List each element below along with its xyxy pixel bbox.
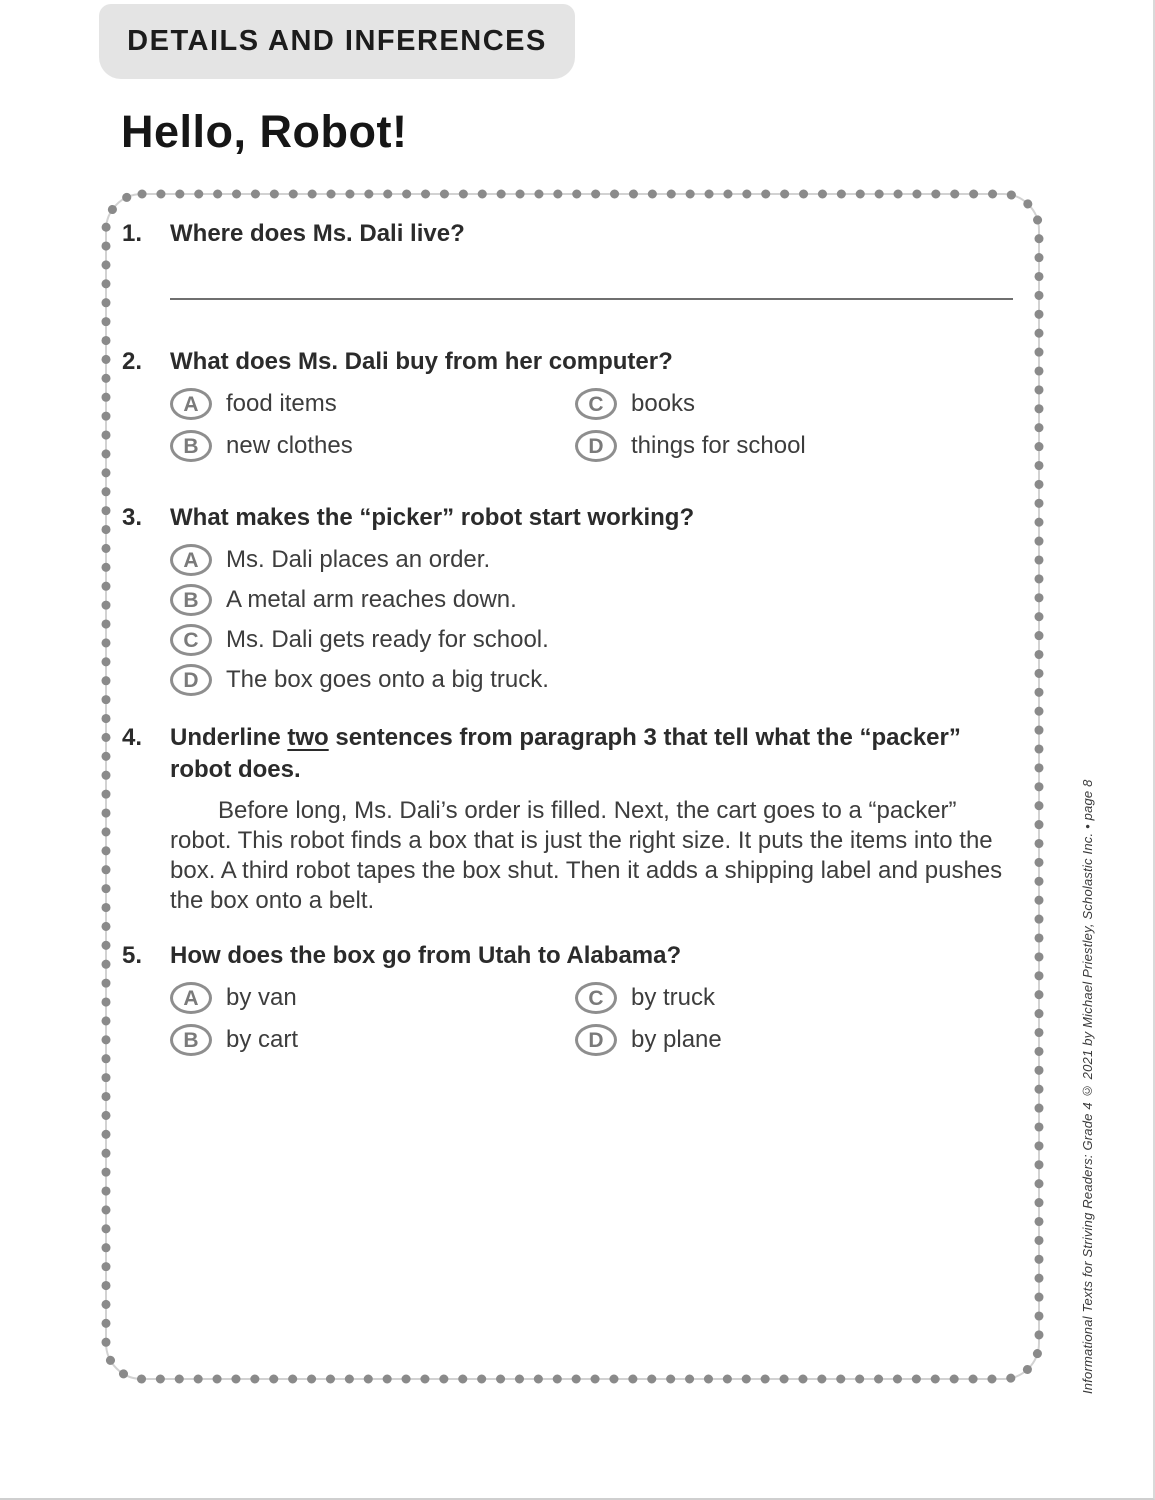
passage-paragraph-3[interactable]: Before long, Ms. Dali’s order is filled. Next, the cart goes to a “packer” robot. This robot finds a box that is just the right size. It puts the items into the box. A third robot tapes the box shut. Then it adds a shipping label and pushes the box onto a belt.: [170, 797, 1003, 914]
question-4-prompt: [170, 722, 1013, 786]
option-letter: C: [183, 628, 199, 652]
page-title: Hello, Robot!: [121, 106, 408, 157]
question-1: [122, 218, 1013, 300]
option-d[interactable]: [575, 430, 1013, 462]
option-bubble-d[interactable]: [575, 1024, 617, 1056]
question-5-number: 5.: [122, 942, 143, 969]
question-1-prompt: Where does Ms. Dali live?: [170, 220, 465, 247]
option-letter: D: [588, 434, 604, 458]
prompt-text: sentences from paragraph 3 that tell what the “packer” robot does.: [170, 724, 961, 783]
option-letter: D: [183, 668, 199, 692]
option-d[interactable]: [575, 1024, 1013, 1056]
prompt-text: Underline: [170, 724, 288, 751]
option-text: by van: [226, 984, 297, 1011]
question-5-options: [170, 982, 1013, 1066]
option-letter: A: [183, 548, 199, 572]
option-b[interactable]: [170, 430, 575, 462]
option-c[interactable]: [170, 624, 1013, 656]
question-2-prompt: What does Ms. Dali buy from her computer?: [170, 348, 673, 375]
option-text: by plane: [631, 1026, 722, 1053]
option-text: Ms. Dali gets ready for school.: [226, 626, 549, 653]
section-tab-label: DETAILS AND INFERENCES: [127, 25, 547, 57]
question-3-prompt: What makes the “picker” robot start working?: [170, 504, 695, 531]
question-4-number: 4.: [122, 724, 143, 751]
question-3: [122, 502, 1013, 704]
question-5-prompt: How does the box go from Utah to Alabama?: [170, 942, 682, 969]
section-tab: [99, 4, 575, 79]
option-bubble-c[interactable]: [575, 388, 617, 420]
question-1-number: 1.: [122, 220, 143, 247]
question-3-number: 3.: [122, 504, 143, 531]
option-letter: C: [588, 986, 604, 1010]
option-d[interactable]: [170, 664, 1013, 696]
question-2-options: [170, 388, 1013, 472]
option-a[interactable]: [170, 388, 575, 420]
option-bubble-a[interactable]: [170, 544, 212, 576]
option-c[interactable]: [575, 982, 1013, 1014]
option-letter: B: [183, 1028, 199, 1052]
option-a[interactable]: [170, 544, 1013, 576]
option-bubble-b[interactable]: [170, 1024, 212, 1056]
question-4: [122, 722, 1013, 916]
option-c[interactable]: [575, 388, 1013, 420]
question-box: [100, 188, 1045, 1385]
question-list: [100, 188, 1045, 1385]
option-letter: C: [588, 392, 604, 416]
question-5: [122, 940, 1013, 1066]
option-text: food items: [226, 390, 337, 417]
copyright-sidebar: Informational Texts for Striving Readers: Grade 4 © 2021 by Michael Priestley, Scholastic Inc. • page 8: [1080, 779, 1095, 1394]
option-letter: A: [183, 392, 199, 416]
option-bubble-b[interactable]: [170, 430, 212, 462]
option-text: The box goes onto a big truck.: [226, 666, 549, 693]
option-bubble-a[interactable]: [170, 982, 212, 1014]
option-bubble-d[interactable]: [170, 664, 212, 696]
option-text: by truck: [631, 984, 716, 1011]
option-letter: B: [183, 588, 199, 612]
question-2: [122, 346, 1013, 472]
question-1-answer-line[interactable]: [170, 298, 1013, 300]
option-text: things for school: [631, 432, 806, 459]
option-text: books: [631, 390, 696, 417]
option-b[interactable]: [170, 1024, 575, 1056]
option-bubble-d[interactable]: [575, 430, 617, 462]
underlined-word: two: [287, 724, 329, 751]
option-bubble-b[interactable]: [170, 584, 212, 616]
option-bubble-c[interactable]: [575, 982, 617, 1014]
option-bubble-c[interactable]: [170, 624, 212, 656]
question-3-options: [170, 544, 1013, 696]
question-2-number: 2.: [122, 348, 143, 375]
option-bubble-a[interactable]: [170, 388, 212, 420]
option-letter: D: [588, 1028, 604, 1052]
option-a[interactable]: [170, 982, 575, 1014]
option-text: by cart: [226, 1026, 299, 1053]
option-letter: B: [183, 434, 199, 458]
option-text: new clothes: [226, 432, 353, 459]
option-text: A metal arm reaches down.: [226, 586, 517, 613]
option-text: Ms. Dali places an order.: [226, 546, 491, 573]
option-letter: A: [183, 986, 199, 1010]
option-b[interactable]: [170, 584, 1013, 616]
